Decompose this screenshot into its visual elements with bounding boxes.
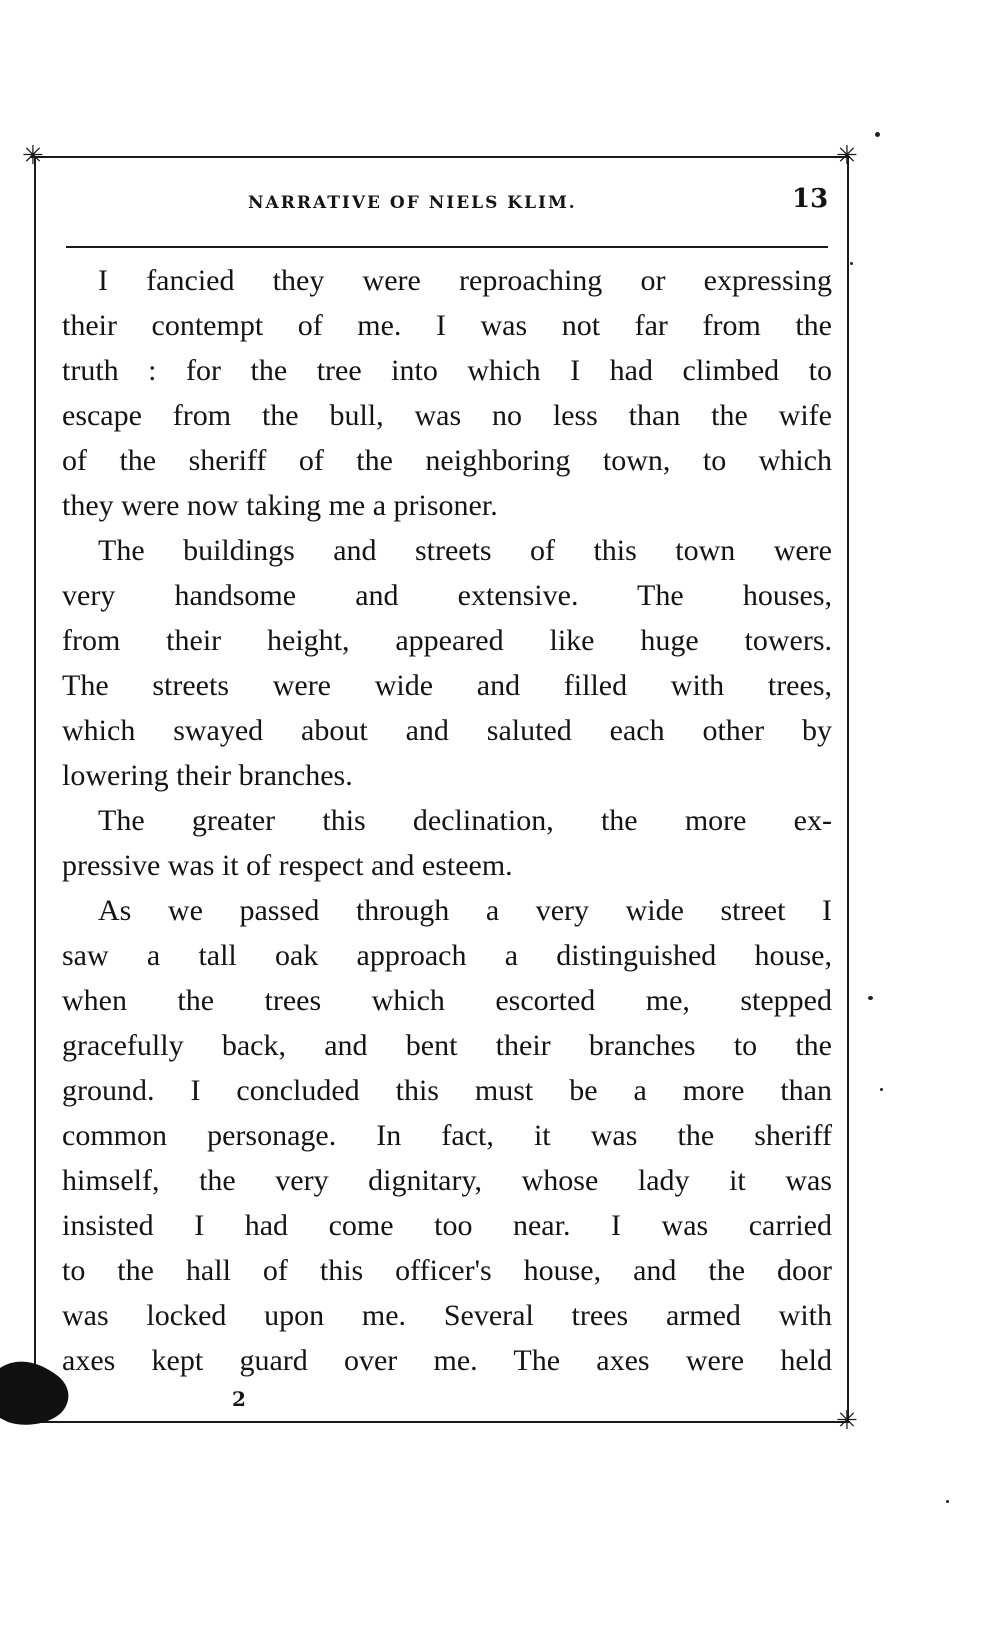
text-line: very handsome and extensive. The houses,: [62, 579, 832, 612]
text-line: to the hall of this officer's house, and the door: [62, 1254, 832, 1287]
speck: [850, 262, 853, 265]
speck: [946, 1500, 949, 1503]
corner-ornament-top-left-icon: ✳: [22, 141, 44, 171]
body-text: [62, 258, 832, 1383]
frame-right-rule: [847, 157, 849, 1422]
text-line: of the sheriff of the neighboring town, to which: [62, 444, 832, 477]
text-line: axes kept guard over me. The axes were held: [62, 1344, 832, 1377]
speck: [880, 1088, 883, 1091]
text-line: The greater this declination, the more ex-: [98, 804, 832, 837]
text-line: saw a tall oak approach a distinguished house,: [62, 939, 832, 972]
text-line: they were now taking me a prisoner.: [62, 489, 498, 522]
text-line: As we passed through a very wide street I: [98, 894, 832, 927]
text-line: was locked upon me. Several trees armed with: [62, 1299, 832, 1332]
frame-bottom-rule: [30, 1421, 850, 1423]
running-head: NARRATIVE OF NIELS KLIM.: [248, 193, 577, 213]
frame-top-rule: [30, 156, 850, 158]
text-line: gracefully back, and bent their branches to the: [62, 1029, 832, 1062]
text-line: which swayed about and saluted each other by: [62, 714, 832, 747]
text-line: common personage. In fact, it was the sheriff: [62, 1119, 832, 1152]
text-line: pressive was it of respect and esteem.: [62, 849, 513, 882]
text-line: truth : for the tree into which I had climbed to: [62, 354, 832, 387]
corner-ornament-bottom-right-icon: ✳: [836, 1406, 858, 1436]
text-line: insisted I had come too near. I was carried: [62, 1209, 832, 1242]
corner-ornament-top-right-icon: ✳: [836, 141, 858, 171]
speck: [868, 996, 873, 1000]
frame-left-rule: [34, 157, 36, 1422]
text-line: from their height, appeared like huge towers.: [62, 624, 832, 657]
header-rule: [66, 246, 828, 248]
text-line: escape from the bull, was no less than the wife: [62, 399, 832, 432]
signature-mark: 2: [232, 1387, 246, 1411]
text-line: lowering their branches.: [62, 759, 353, 792]
page-number: 13: [792, 184, 829, 214]
ink-blot-icon: [0, 1348, 72, 1428]
text-line: when the trees which escorted me, stepped: [62, 984, 832, 1017]
text-line: The streets were wide and filled with trees,: [62, 669, 832, 702]
speck: [875, 132, 880, 137]
text-line: their contempt of me. I was not far from the: [62, 309, 832, 342]
text-line: The buildings and streets of this town were: [98, 534, 832, 567]
text-line: ground. I concluded this must be a more than: [62, 1074, 832, 1107]
text-line: himself, the very dignitary, whose lady it was: [62, 1164, 832, 1197]
text-line: I fancied they were reproaching or expressing: [98, 264, 832, 297]
